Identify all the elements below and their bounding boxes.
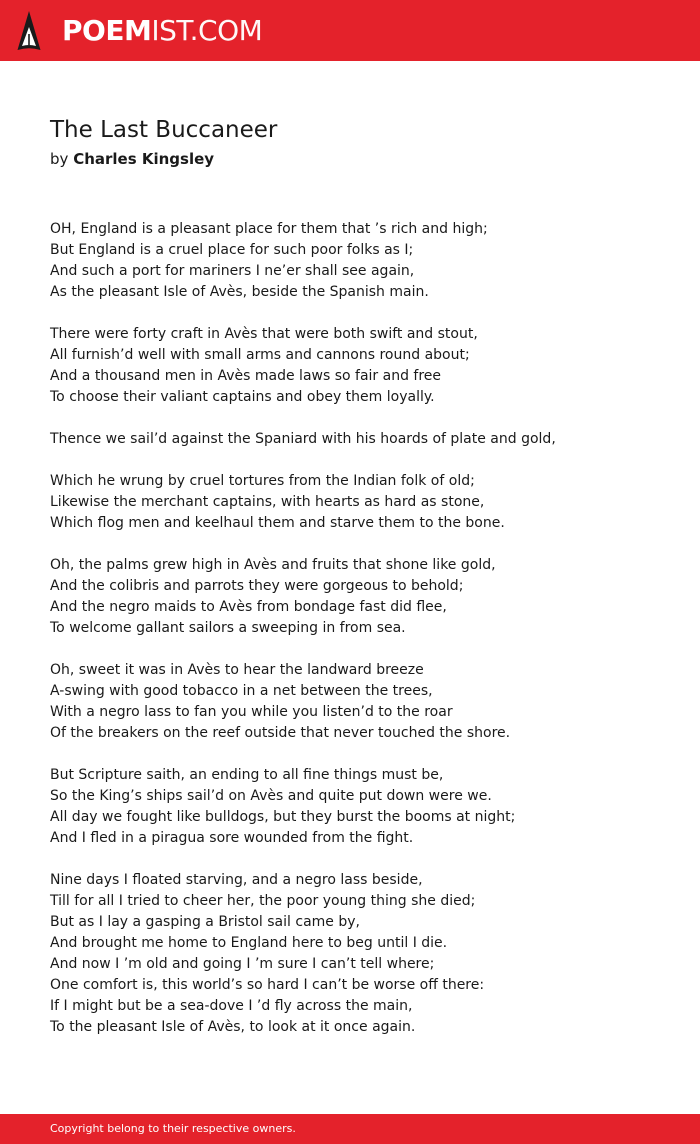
author-name: Charles Kingsley <box>73 150 215 168</box>
stanza <box>50 765 670 849</box>
poem-title: The Last Buccaneer <box>50 117 278 143</box>
stanza <box>50 660 670 744</box>
by-label: by <box>50 150 69 168</box>
pen-nib-icon <box>16 10 42 52</box>
poem-line: But as I lay a gasping a Bristol sail came by, <box>50 914 360 930</box>
poem-line: If I might but be a sea-dove I ’d fly across the main, <box>50 998 413 1014</box>
poem-line: And the negro maids to Avès from bondage fast did flee, <box>50 599 447 615</box>
poem-line: Of the breakers on the reef outside that never touched the shore. <box>50 725 511 741</box>
poem-line: Thence we sail’d against the Spaniard with his hoards of plate and gold, <box>50 431 556 447</box>
stanza <box>50 324 670 408</box>
logo-bold-part: POEM <box>62 14 152 47</box>
poem-line: With a negro lass to fan you while you listen’d to the roar <box>50 704 453 720</box>
poem-line: But Scripture saith, an ending to all fine things must be, <box>50 767 444 783</box>
site-logo-text <box>62 14 263 47</box>
poem-line: Oh, sweet it was in Avès to hear the landward breeze <box>50 662 424 678</box>
poem-line: OH, England is a pleasant place for them that ’s rich and high; <box>50 221 488 237</box>
logo-light-part: IST.COM <box>151 14 263 47</box>
stanza <box>50 219 670 303</box>
poem-line: One comfort is, this world’s so hard I can’t be worse off there: <box>50 977 485 993</box>
poem-body <box>50 219 670 1059</box>
poem-line: To choose their valiant captains and obey them loyally. <box>50 389 435 405</box>
stanza <box>50 870 670 1038</box>
poem-line: There were forty craft in Avès that were both swift and stout, <box>50 326 478 342</box>
poem-line: Likewise the merchant captains, with hearts as hard as stone, <box>50 494 485 510</box>
poem-line: As the pleasant Isle of Avès, beside the Spanish main. <box>50 284 429 300</box>
stanza <box>50 471 670 534</box>
poem-byline <box>50 150 214 168</box>
poem-line: All furnish’d well with small arms and cannons round about; <box>50 347 470 363</box>
copyright-notice: Copyright belong to their respective owners. <box>50 1122 296 1135</box>
poem-line: Which he wrung by cruel tortures from the Indian folk of old; <box>50 473 475 489</box>
stanza <box>50 429 670 450</box>
poem-line: All day we fought like bulldogs, but they burst the booms at night; <box>50 809 516 825</box>
poem-line: Which flog men and keelhaul them and starve them to the bone. <box>50 515 505 531</box>
poem-line: Oh, the palms grew high in Avès and fruits that shone like gold, <box>50 557 496 573</box>
poem-line: And such a port for mariners I ne’er shall see again, <box>50 263 415 279</box>
site-footer <box>0 1114 700 1144</box>
poem-line: Till for all I tried to cheer her, the poor young thing she died; <box>50 893 476 909</box>
poem-line: A-swing with good tobacco in a net between the trees, <box>50 683 433 699</box>
poem-line: And the colibris and parrots they were gorgeous to behold; <box>50 578 464 594</box>
poem-line: To welcome gallant sailors a sweeping in from sea. <box>50 620 406 636</box>
poem-line: And I fled in a piragua sore wounded from the fight. <box>50 830 414 846</box>
poem-line: To the pleasant Isle of Avès, to look at it once again. <box>50 1019 416 1035</box>
site-logo-link[interactable] <box>16 9 262 53</box>
poem-line: So the King’s ships sail’d on Avès and quite put down were we. <box>50 788 492 804</box>
stanza <box>50 555 670 639</box>
poem-line: And brought me home to England here to beg until I die. <box>50 935 448 951</box>
site-header <box>0 0 700 61</box>
poem-line: And now I ’m old and going I ’m sure I can’t tell where; <box>50 956 435 972</box>
poem-line: Nine days I floated starving, and a negro lass beside, <box>50 872 423 888</box>
poem-line: But England is a cruel place for such poor folks as I; <box>50 242 414 258</box>
poem-line: And a thousand men in Avès made laws so fair and free <box>50 368 442 384</box>
